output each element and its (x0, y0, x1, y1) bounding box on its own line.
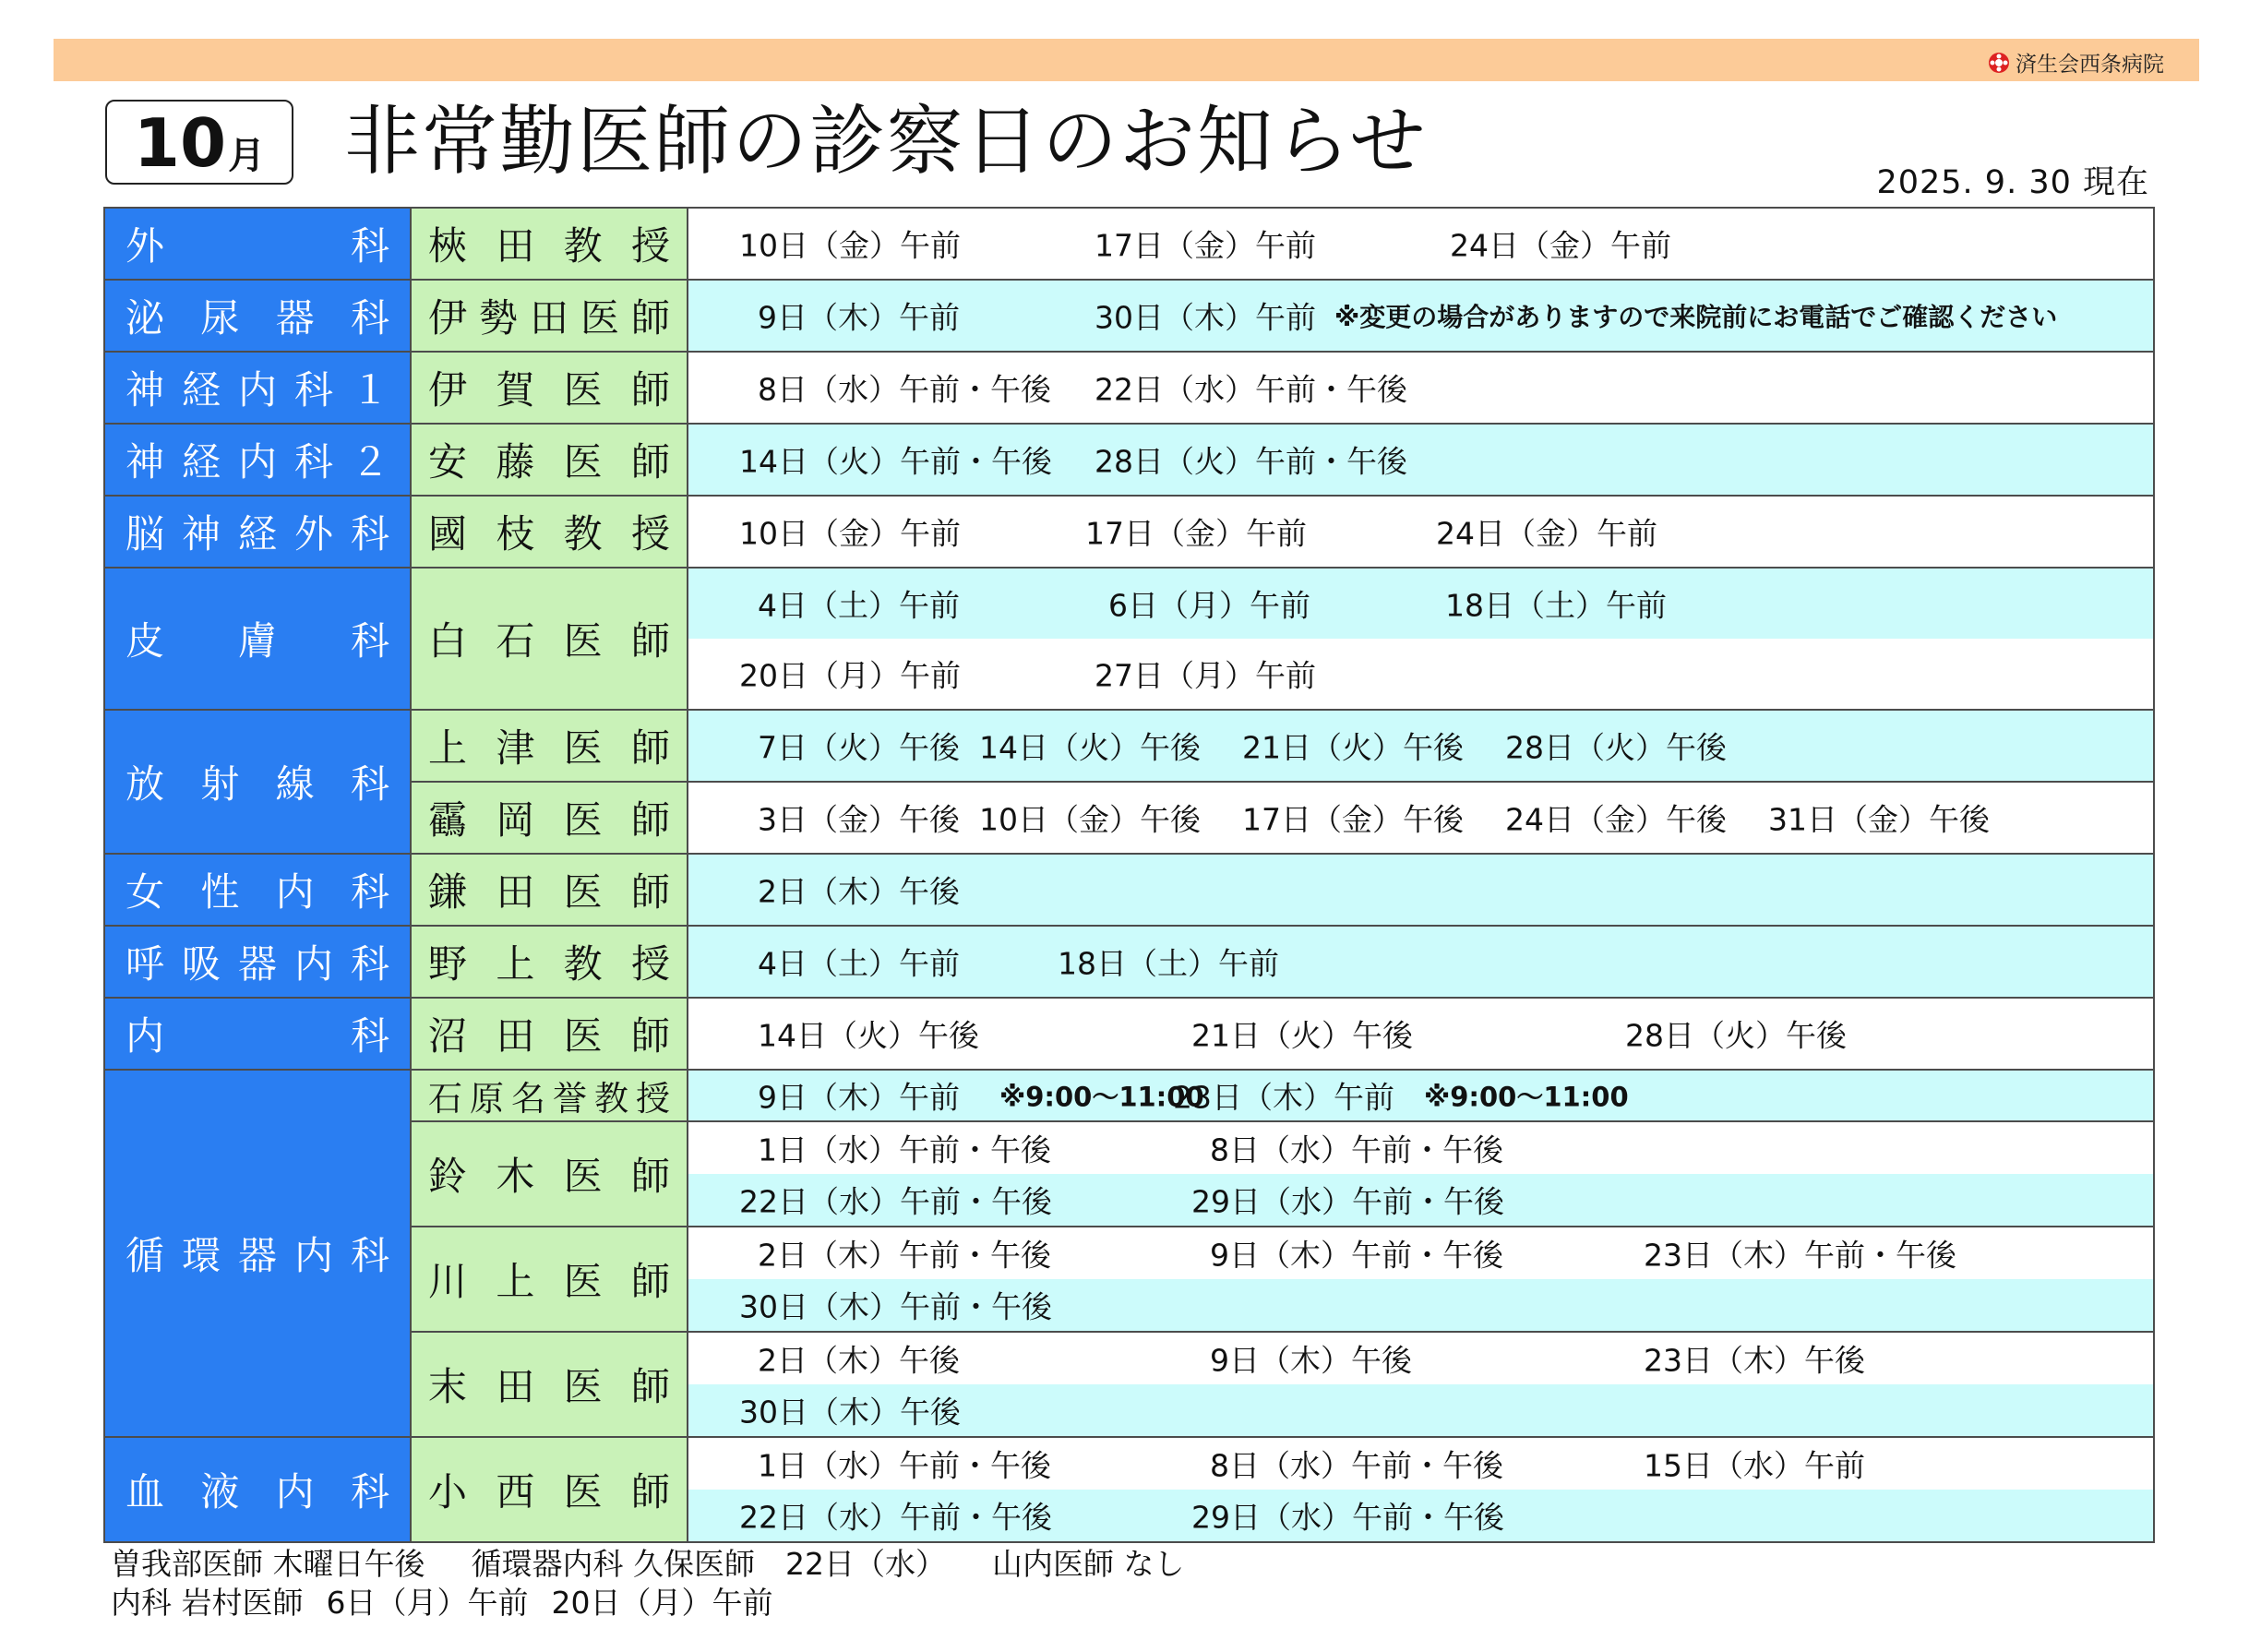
department-char: 科 (350, 1233, 389, 1278)
schedule-slot: 28日（火）午後 (1625, 1017, 1847, 1054)
doctor-name (428, 790, 670, 845)
doctor-name-char: 医 (563, 1154, 603, 1199)
table-row (104, 280, 2154, 352)
schedule-slot: 10日（金）午前 (739, 227, 961, 264)
department-char: 神 (126, 367, 165, 413)
schedule-slot: 18日（土）午前 (1445, 587, 1667, 624)
schedule-slot: 21日（火）午後 (1191, 1017, 1413, 1054)
doctor-name-char: 岡 (496, 797, 535, 843)
schedule-slot: 14日（火）午前・午後 (739, 443, 1052, 480)
page-title: 非常勤医師の診察日のお知らせ (344, 98, 1428, 186)
doctor-name-char: 医 (563, 797, 603, 843)
schedule-slot: 8日（水）午前・午後 (1210, 1131, 1503, 1168)
schedule-line (688, 569, 2153, 639)
department-char: 膚 (237, 618, 277, 664)
table-row (104, 1437, 2154, 1542)
doctor-name-char: 師 (630, 439, 670, 485)
schedule-slot: 1日（水）午前・午後 (758, 1447, 1051, 1484)
schedule-line (688, 1227, 2153, 1279)
doctor-name-char: 藤 (496, 439, 535, 485)
doctor-name-char: 師 (630, 797, 670, 843)
schedule-slot: 1日（水）午前・午後 (758, 1131, 1051, 1168)
doctor-name-char: 医 (563, 439, 603, 485)
department-char: 呼 (126, 941, 165, 987)
table-row (104, 568, 2154, 710)
doctor-name-char: 医 (563, 869, 603, 915)
schedule-cell (688, 1227, 2154, 1332)
table-row (104, 710, 2154, 782)
doctor-cell (411, 1437, 688, 1542)
doctor-name-char: 枝 (496, 511, 535, 557)
schedule-line (688, 1071, 2153, 1120)
department-char: 器 (237, 1233, 277, 1278)
table-row (104, 782, 2154, 854)
department-char: 内 (126, 1013, 165, 1059)
schedule-line (688, 1333, 2153, 1384)
schedule-slot: 23日（木）午前・午後 (1644, 1237, 1956, 1274)
department-char: 環 (181, 1233, 221, 1278)
schedule-line (688, 1438, 2153, 1490)
department-char: 神 (126, 439, 165, 485)
doctor-cell (411, 352, 688, 424)
doctor-cell (411, 280, 688, 352)
doctor-name-char: 原 (470, 1079, 504, 1119)
department-char: 科 (350, 761, 389, 807)
doctor-name-char: 授 (630, 511, 670, 557)
department-char: 内 (275, 1469, 315, 1514)
footnote-item: 循環器内科 久保医師 22日（水） (471, 1546, 946, 1582)
doctor-name-char: 医 (563, 367, 603, 413)
department-name (126, 288, 389, 343)
schedule-cell (688, 208, 2154, 280)
schedule-cell (688, 280, 2154, 352)
schedule-line (688, 999, 2153, 1069)
department-name (126, 934, 389, 989)
doctor-name-char: 師 (630, 1154, 670, 1199)
doctor-name (428, 862, 670, 917)
schedule-slot: 28日（火）午後 (1505, 729, 1727, 766)
department-char: 泌 (126, 295, 165, 341)
department-name (126, 754, 389, 809)
department-char: 科 (293, 439, 333, 485)
schedule-cell (688, 352, 2154, 424)
doctor-name (428, 611, 670, 666)
schedule-slot: 9日（木）午前・午後 (1210, 1237, 1503, 1274)
schedule-slot: 2日（木）午後 (758, 873, 960, 910)
doctor-name-char: 師 (630, 1259, 670, 1304)
schedule-slot: 14日（火）午後 (979, 729, 1201, 766)
schedule-line (688, 1384, 2153, 1436)
doctor-cell (411, 1070, 688, 1121)
schedule-slot: 2日（木）午前・午後 (758, 1237, 1051, 1274)
schedule-line (688, 1174, 2153, 1226)
doctor-name-char: 授 (630, 223, 670, 269)
department-cell (104, 710, 411, 854)
table-row (104, 1227, 2154, 1332)
schedule-table (103, 207, 2155, 1543)
department-cell (104, 352, 411, 424)
doctor-name-char: 師 (630, 869, 670, 915)
schedule-slot: 23日（木）午後 (1644, 1342, 1865, 1379)
department-char: 経 (181, 367, 221, 413)
schedule-line (688, 425, 2153, 495)
department-char: 女 (126, 869, 165, 915)
table-row (104, 1332, 2154, 1437)
doctor-name-char: 師 (630, 618, 670, 664)
footnote-item: 山内医師 なし (991, 1546, 1185, 1582)
doctor-cell (411, 496, 688, 568)
doctor-cell (411, 1121, 688, 1227)
doctor-name-char: 医 (563, 1259, 603, 1304)
department-char: 循 (126, 1233, 165, 1278)
department-char: 科 (293, 367, 333, 413)
department-cell (104, 568, 411, 710)
footnote-line (111, 1545, 1184, 1584)
schedule-cell (688, 568, 2154, 710)
schedule-slot: 27日（月）午前 (1095, 657, 1316, 694)
doctor-name-char: 賀 (496, 367, 535, 413)
table-row (104, 208, 2154, 280)
doctor-name-char: 勢 (478, 295, 518, 341)
doctor-name-char: 末 (428, 1364, 468, 1409)
department-char: 液 (200, 1469, 240, 1514)
doctor-name-char: 上 (428, 725, 468, 771)
department-char: 外 (293, 511, 333, 557)
schedule-slot: 20日（月）午前 (739, 657, 961, 694)
department-cell (104, 1437, 411, 1542)
department-char: 吸 (181, 941, 221, 987)
department-name (126, 216, 389, 271)
schedule-cell (688, 926, 2154, 998)
schedule-slot: 3日（金）午後 (758, 801, 960, 838)
schedule-line (688, 1122, 2153, 1174)
schedule-slot: 22日（水）午前・午後 (739, 1499, 1052, 1536)
schedule-line (688, 783, 2153, 853)
doctor-name-char: 医 (563, 618, 603, 664)
doctor-cell (411, 1227, 688, 1332)
doctor-name (428, 1071, 670, 1120)
doctor-name-char: 鎌 (428, 869, 468, 915)
schedule-slot: 30日（木）午後 (739, 1394, 961, 1431)
schedule-line (688, 927, 2153, 997)
schedule-line (688, 209, 2153, 279)
schedule-slot: 15日（水）午前 (1644, 1447, 1865, 1484)
schedule-cell (688, 710, 2154, 782)
department-char: 神 (181, 511, 221, 557)
schedule-slot: 23日（木）午前 (1173, 1079, 1394, 1116)
table-row (104, 1121, 2154, 1227)
doctor-name-char: 医 (563, 725, 603, 771)
schedule-slot: 7日（火）午後 (758, 729, 960, 766)
department-char: 内 (293, 941, 333, 987)
footnote-item: 20日（月）午前 (551, 1585, 773, 1621)
doctor-name-char: 石 (496, 618, 535, 664)
schedule-slot: 31日（金）午後 (1768, 801, 1990, 838)
schedule-slot: 10日（金）午前 (739, 515, 961, 552)
department-char: 科 (350, 869, 389, 915)
doctor-name-char: 授 (630, 941, 670, 987)
schedule-slot: 17日（金）午前 (1085, 515, 1307, 552)
doctor-name-char: 師 (630, 367, 670, 413)
schedule-slot: 2日（木）午後 (758, 1342, 960, 1379)
schedule-slot: 8日（水）午前・午後 (1210, 1447, 1503, 1484)
time-note: ※9:00～11:00 (1424, 1081, 1629, 1113)
department-char: 線 (275, 761, 315, 807)
doctor-name-char: 伊 (428, 295, 468, 341)
doctor-name (428, 432, 670, 487)
doctor-name-char: 田 (496, 1013, 535, 1059)
schedule-line (688, 1490, 2153, 1541)
doctor-name-char: 教 (594, 1079, 628, 1119)
schedule-slot: 24日（金）午前 (1450, 227, 1671, 264)
schedule-slot: 18日（土）午前 (1058, 945, 1279, 982)
doctor-name-char: 田 (529, 295, 568, 341)
schedule-slot: 9日（木）午前 (758, 299, 960, 336)
time-note: ※9:00～11:00 (999, 1081, 1204, 1113)
doctor-name-char: 教 (563, 223, 603, 269)
schedule-cell (688, 424, 2154, 496)
schedule-cell (688, 1437, 2154, 1542)
schedule-slot: 4日（土）午前 (758, 587, 960, 624)
doctor-name-char: 白 (428, 618, 468, 664)
schedule-slot: 24日（金）午前 (1436, 515, 1657, 552)
doctor-name-char: 名 (511, 1079, 545, 1119)
schedule-slot: 29日（水）午前・午後 (1191, 1499, 1504, 1536)
schedule-line (688, 711, 2153, 781)
doctor-name-char: 医 (563, 1013, 603, 1059)
schedule-cell (688, 782, 2154, 854)
footnotes (111, 1545, 1184, 1622)
footnote-item: 内科 岩村医師 (111, 1585, 304, 1621)
doctor-name-char: 國 (428, 511, 468, 557)
department-char: 血 (126, 1469, 165, 1514)
department-name (126, 1006, 389, 1061)
schedule-slot: 24日（金）午後 (1505, 801, 1727, 838)
doctor-name-char: 上 (496, 1259, 535, 1304)
department-char: 科 (350, 1469, 389, 1514)
department-cell (104, 208, 411, 280)
doctor-name-char: 師 (630, 295, 670, 341)
doctor-name-char: 田 (496, 869, 535, 915)
department-name (126, 360, 389, 415)
doctor-name-char: 沼 (428, 1013, 468, 1059)
doctor-name (428, 1146, 670, 1202)
doctor-name-char: 師 (630, 725, 670, 771)
schedule-slot: 22日（水）午前・午後 (1095, 371, 1407, 408)
department-char: 内 (275, 869, 315, 915)
department-char: 脳 (126, 511, 165, 557)
department-cell (104, 496, 411, 568)
schedule-slot: 22日（水）午前・午後 (739, 1183, 1052, 1220)
month-number: 10 (133, 104, 227, 182)
doctor-cell (411, 710, 688, 782)
department-char: 尿 (200, 295, 240, 341)
department-char: 内 (237, 439, 277, 485)
doctor-cell (411, 1332, 688, 1437)
doctor-name (428, 1462, 670, 1517)
department-char: 経 (237, 511, 277, 557)
schedule-slot: 28日（火）午前・午後 (1095, 443, 1407, 480)
schedule-line (688, 639, 2153, 709)
doctor-name-char: 田 (496, 223, 535, 269)
schedule-slot: 10日（金）午後 (979, 801, 1201, 838)
doctor-name-char: 鈴 (428, 1154, 468, 1199)
doctor-name (428, 504, 670, 559)
doctor-name-char: 師 (630, 1364, 670, 1409)
department-cell (104, 280, 411, 352)
doctor-name-char: 梜 (428, 223, 468, 269)
schedule-slot: 6日（月）午前 (1108, 587, 1310, 624)
schedule-slot: 9日（木）午後 (1210, 1342, 1412, 1379)
doctor-name-char: 教 (563, 941, 603, 987)
doctor-name-char: 医 (580, 295, 619, 341)
department-name (126, 432, 389, 487)
schedule-slot: 30日（木）午前 (1095, 299, 1316, 336)
doctor-name (428, 934, 670, 989)
schedule-slot: 29日（水）午前・午後 (1191, 1183, 1504, 1220)
department-cell (104, 424, 411, 496)
month-unit: 月 (228, 135, 266, 177)
department-char: 内 (293, 1233, 333, 1278)
department-char: ２ (350, 439, 389, 485)
schedule-line (688, 353, 2153, 423)
doctor-cell (411, 998, 688, 1070)
doctor-name-char: 西 (496, 1469, 535, 1514)
department-char: 器 (275, 295, 315, 341)
department-char: 経 (181, 439, 221, 485)
table-row (104, 998, 2154, 1070)
hospital-name: 済生会西条病院 (2016, 53, 2164, 77)
doctor-name-char: 野 (428, 941, 468, 987)
table-row (104, 1070, 2154, 1121)
table-row (104, 352, 2154, 424)
footnote-item: 曽我部医師 木曜日午後 (111, 1546, 425, 1582)
department-char: 科 (350, 223, 389, 269)
department-name (126, 504, 389, 559)
department-char: 外 (126, 223, 165, 269)
schedule-slot: 17日（金）午前 (1095, 227, 1316, 264)
footnote-item: 6日（月）午前 (326, 1585, 529, 1621)
month-badge (105, 100, 293, 185)
doctor-cell (411, 926, 688, 998)
header-bar (54, 39, 2199, 81)
doctor-name (428, 718, 670, 773)
schedule-slot: 17日（金）午後 (1242, 801, 1464, 838)
doctor-cell (411, 208, 688, 280)
hospital-logo-icon (1988, 52, 2010, 74)
department-char: 科 (350, 1013, 389, 1059)
schedule-cell (688, 1070, 2154, 1121)
doctor-name-char: 靍 (428, 797, 468, 843)
doctor-cell (411, 568, 688, 710)
hospital-brand (1988, 47, 2164, 78)
schedule-line (688, 281, 2153, 351)
department-name (126, 1462, 389, 1517)
schedule-slot: 4日（土）午前 (758, 945, 960, 982)
schedule-line (688, 855, 2153, 925)
doctor-name-char: 医 (563, 1364, 603, 1409)
doctor-name-char: 師 (630, 1013, 670, 1059)
table-row (104, 496, 2154, 568)
department-char: 性 (200, 869, 240, 915)
department-char: 科 (350, 618, 389, 664)
department-char: 皮 (126, 618, 165, 664)
doctor-name-char: 木 (496, 1154, 535, 1199)
doctor-name (428, 1357, 670, 1412)
schedule-cell (688, 998, 2154, 1070)
table-row (104, 926, 2154, 998)
doctor-cell (411, 424, 688, 496)
doctor-cell (411, 854, 688, 926)
department-cell (104, 998, 411, 1070)
department-char: 科 (350, 511, 389, 557)
schedule-cell (688, 1332, 2154, 1437)
department-char: １ (350, 367, 389, 413)
doctor-name-char: 川 (428, 1259, 468, 1304)
schedule-line (688, 497, 2153, 567)
department-char: 科 (350, 941, 389, 987)
department-cell (104, 926, 411, 998)
doctor-cell (411, 782, 688, 854)
doctor-name (428, 360, 670, 415)
doctor-name-char: 医 (563, 1469, 603, 1514)
change-notice: ※変更の場合がありますので来院前にお電話でご確認ください (1334, 302, 2058, 332)
department-char: 内 (237, 367, 277, 413)
table-row (104, 424, 2154, 496)
schedule-cell (688, 854, 2154, 926)
doctor-name-char: 伊 (428, 367, 468, 413)
schedule-cell (688, 496, 2154, 568)
table-row (104, 854, 2154, 926)
department-cell (104, 854, 411, 926)
doctor-name-char: 教 (563, 511, 603, 557)
doctor-name-char: 小 (428, 1469, 468, 1514)
as-of-date: 2025. 9. 30 現在 (1876, 164, 2149, 201)
schedule-slot: 8日（水）午前・午後 (758, 371, 1051, 408)
doctor-name (428, 1251, 670, 1307)
doctor-name (428, 288, 670, 343)
doctor-name-char: 授 (636, 1079, 670, 1119)
doctor-name-char: 安 (428, 439, 468, 485)
schedule-line (688, 1279, 2153, 1331)
department-cell (104, 1070, 411, 1437)
department-name (126, 611, 389, 666)
doctor-name-char: 師 (630, 1469, 670, 1514)
schedule-slot: 14日（火）午後 (758, 1017, 979, 1054)
department-char: 科 (350, 295, 389, 341)
doctor-name-char: 津 (496, 725, 535, 771)
schedule-slot: 21日（火）午後 (1242, 729, 1464, 766)
department-char: 器 (237, 941, 277, 987)
department-name (126, 1226, 389, 1281)
footnote-line (111, 1584, 1184, 1622)
doctor-name (428, 216, 670, 271)
schedule-cell (688, 1121, 2154, 1227)
doctor-name-char: 田 (496, 1364, 535, 1409)
doctor-name-char: 上 (496, 941, 535, 987)
department-char: 射 (200, 761, 240, 807)
doctor-name (428, 1006, 670, 1061)
schedule-slot: 9日（木）午前 (758, 1079, 960, 1116)
schedule-slot: 30日（木）午前・午後 (739, 1288, 1052, 1325)
doctor-name-char: 石 (428, 1079, 462, 1119)
department-char: 放 (126, 761, 165, 807)
doctor-name-char: 誉 (553, 1079, 587, 1119)
department-name (126, 862, 389, 917)
